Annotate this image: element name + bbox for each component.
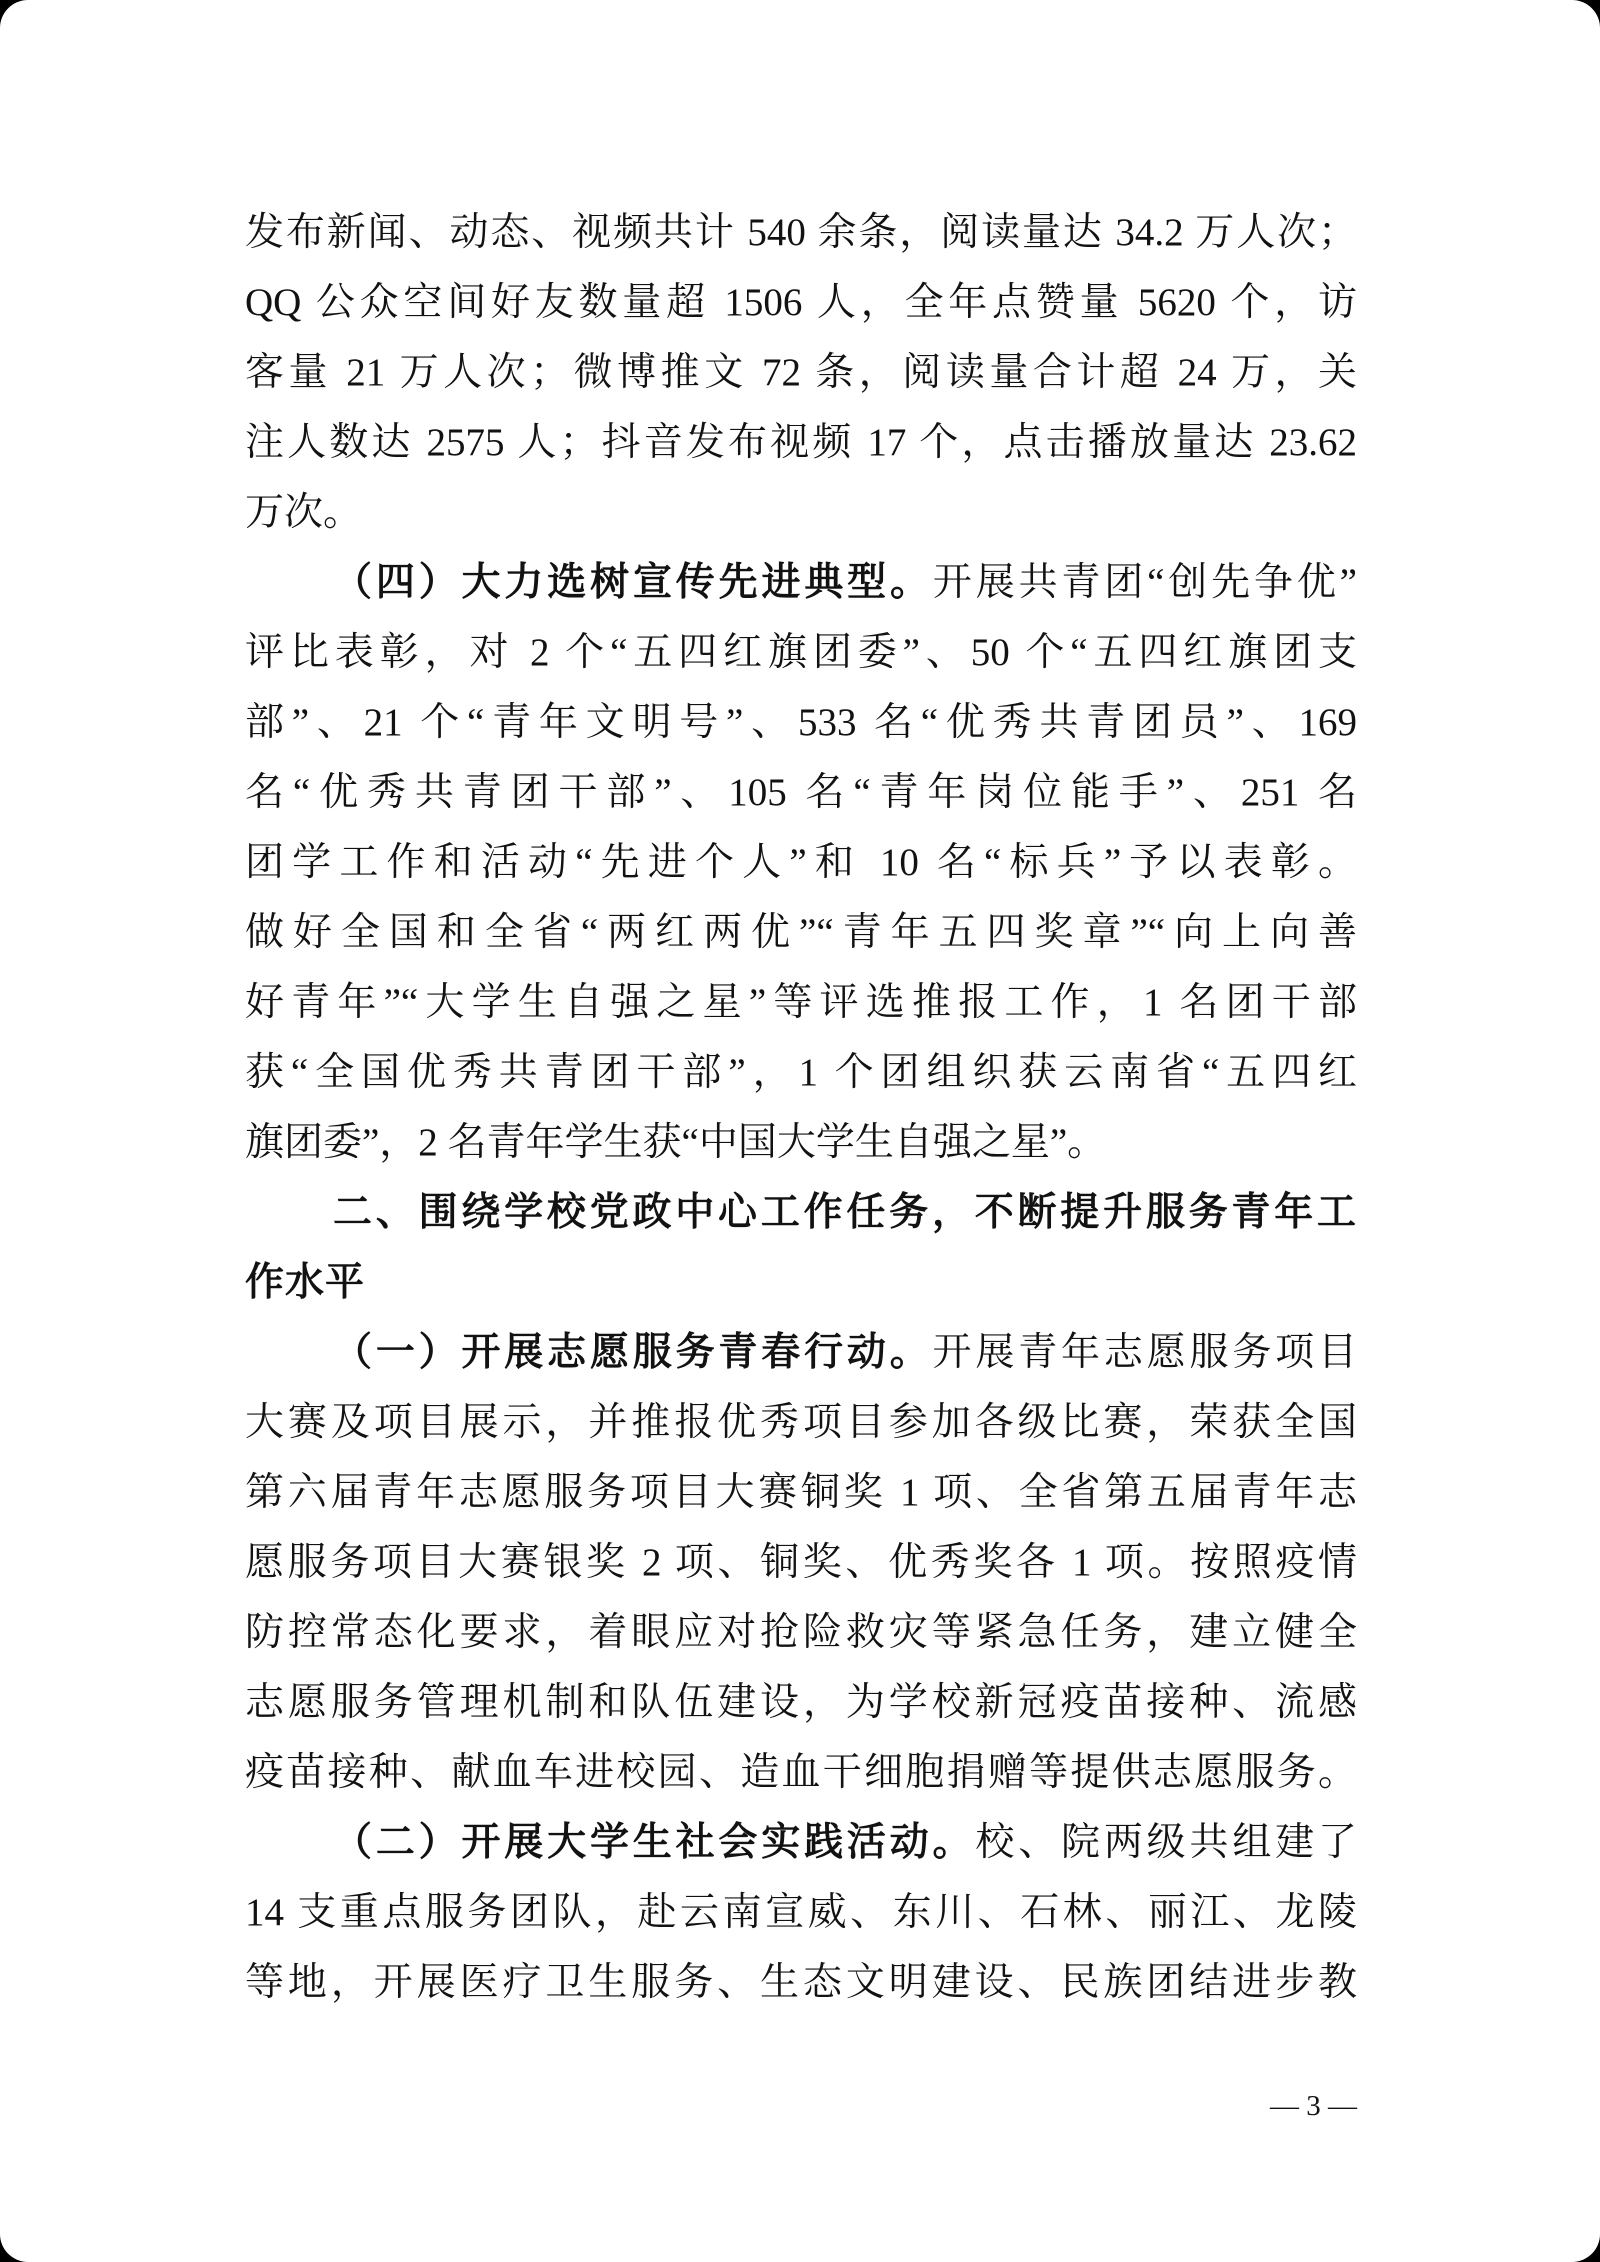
text-line (245, 828, 1357, 898)
text-line (245, 898, 1357, 968)
paragraph-lead-text: （一）开展志愿服务青春行动。 (333, 1331, 933, 1374)
text-line (245, 268, 1357, 338)
body-text: 发布新闻、动态、视频共计 540 余条，阅读量达 34.2 万人次； (245, 211, 1357, 254)
text-line (245, 1668, 1357, 1738)
section-heading-text: 二、围绕学校党政中心工作任务，不断提升服务青年工 (333, 1191, 1357, 1234)
text-line (245, 968, 1357, 1038)
body-text: 开展青年志愿服务项目 (932, 1331, 1357, 1374)
text-line (245, 758, 1357, 828)
body-text: 第六届青年志愿服务项目大赛铜奖 1 项、全省第五届青年志 (245, 1471, 1357, 1514)
text-line (245, 1598, 1357, 1668)
text-line (245, 408, 1357, 478)
text-line (245, 198, 1357, 268)
body-text: 团学工作和活动“先进个人”和 10 名“标兵”予以表彰。 (245, 841, 1357, 884)
body-text: 万次。 (245, 491, 363, 534)
text-line (245, 1458, 1357, 1528)
body-text: 做好全国和全省“两红两优”“青年五四奖章”“向上向善 (245, 911, 1357, 954)
text-line (245, 1878, 1357, 1948)
text-line (245, 618, 1357, 688)
text-line (245, 1738, 1357, 1808)
text-line (245, 1038, 1357, 1108)
body-text: 获“全国优秀共青团干部”，1 个团组织获云南省“五四红 (245, 1051, 1357, 1094)
text-line (245, 1318, 1357, 1388)
paragraph-lead-text: （二）开展大学生社会实践活动。 (333, 1821, 976, 1864)
body-text: 评比表彰，对 2 个“五四红旗团委”、50 个“五四红旗团支 (245, 631, 1357, 674)
body-text: QQ 公众空间好友数量超 1506 人，全年点赞量 5620 个，访 (245, 281, 1357, 324)
text-line (245, 478, 1357, 548)
body-text: 校、院两级共组建了 (975, 1821, 1357, 1864)
body-text: 等地，开展医疗卫生服务、生态文明建设、民族团结进步教 (245, 1961, 1357, 2004)
page-number: — 3 — (1270, 2090, 1357, 2122)
text-line (245, 338, 1357, 408)
body-text: 大赛及项目展示，并推报优秀项目参加各级比赛，荣获全国 (245, 1401, 1357, 1444)
body-text: 名“优秀共青团干部”、105 名“青年岗位能手”、251 名 (245, 771, 1357, 814)
text-block (245, 198, 1357, 2018)
body-text: 志愿服务管理机制和队伍建设，为学校新冠疫苗接种、流感 (245, 1681, 1357, 1724)
text-line (245, 1108, 1357, 1178)
body-text: 14 支重点服务团队，赴云南宣威、东川、石林、丽江、龙陵 (245, 1891, 1357, 1934)
text-line (245, 1528, 1357, 1598)
paragraph-lead-text: （四）大力选树宣传先进典型。 (333, 561, 933, 604)
section-heading-text: 作水平 (245, 1261, 366, 1304)
text-line (245, 1388, 1357, 1458)
text-line (245, 1248, 1357, 1318)
text-line (245, 1808, 1357, 1878)
text-line (245, 1948, 1357, 2018)
text-line (245, 548, 1357, 618)
body-text: 客量 21 万人次；微博推文 72 条，阅读量合计超 24 万，关 (245, 351, 1357, 394)
body-text: 旗团委”，2 名青年学生获“中国大学生自强之星”。 (245, 1121, 1107, 1164)
body-text: 开展共青团“创先争优” (932, 561, 1357, 604)
body-text: 防控常态化要求，着眼应对抢险救灾等紧急任务，建立健全 (245, 1611, 1357, 1654)
body-text: 部”、21 个“青年文明号”、533 名“优秀共青团员”、169 (245, 701, 1357, 744)
text-line (245, 688, 1357, 758)
body-text: 疫苗接种、献血车进校园、造血干细胞捐赠等提供志愿服务。 (245, 1751, 1357, 1794)
body-text: 好青年”“大学生自强之星”等评选推报工作，1 名团干部 (245, 981, 1357, 1024)
text-line (245, 1178, 1357, 1248)
body-text: 注人数达 2575 人；抖音发布视频 17 个，点击播放量达 23.62 (245, 421, 1357, 464)
body-text: 愿服务项目大赛银奖 2 项、铜奖、优秀奖各 1 项。按照疫情 (245, 1541, 1357, 1584)
